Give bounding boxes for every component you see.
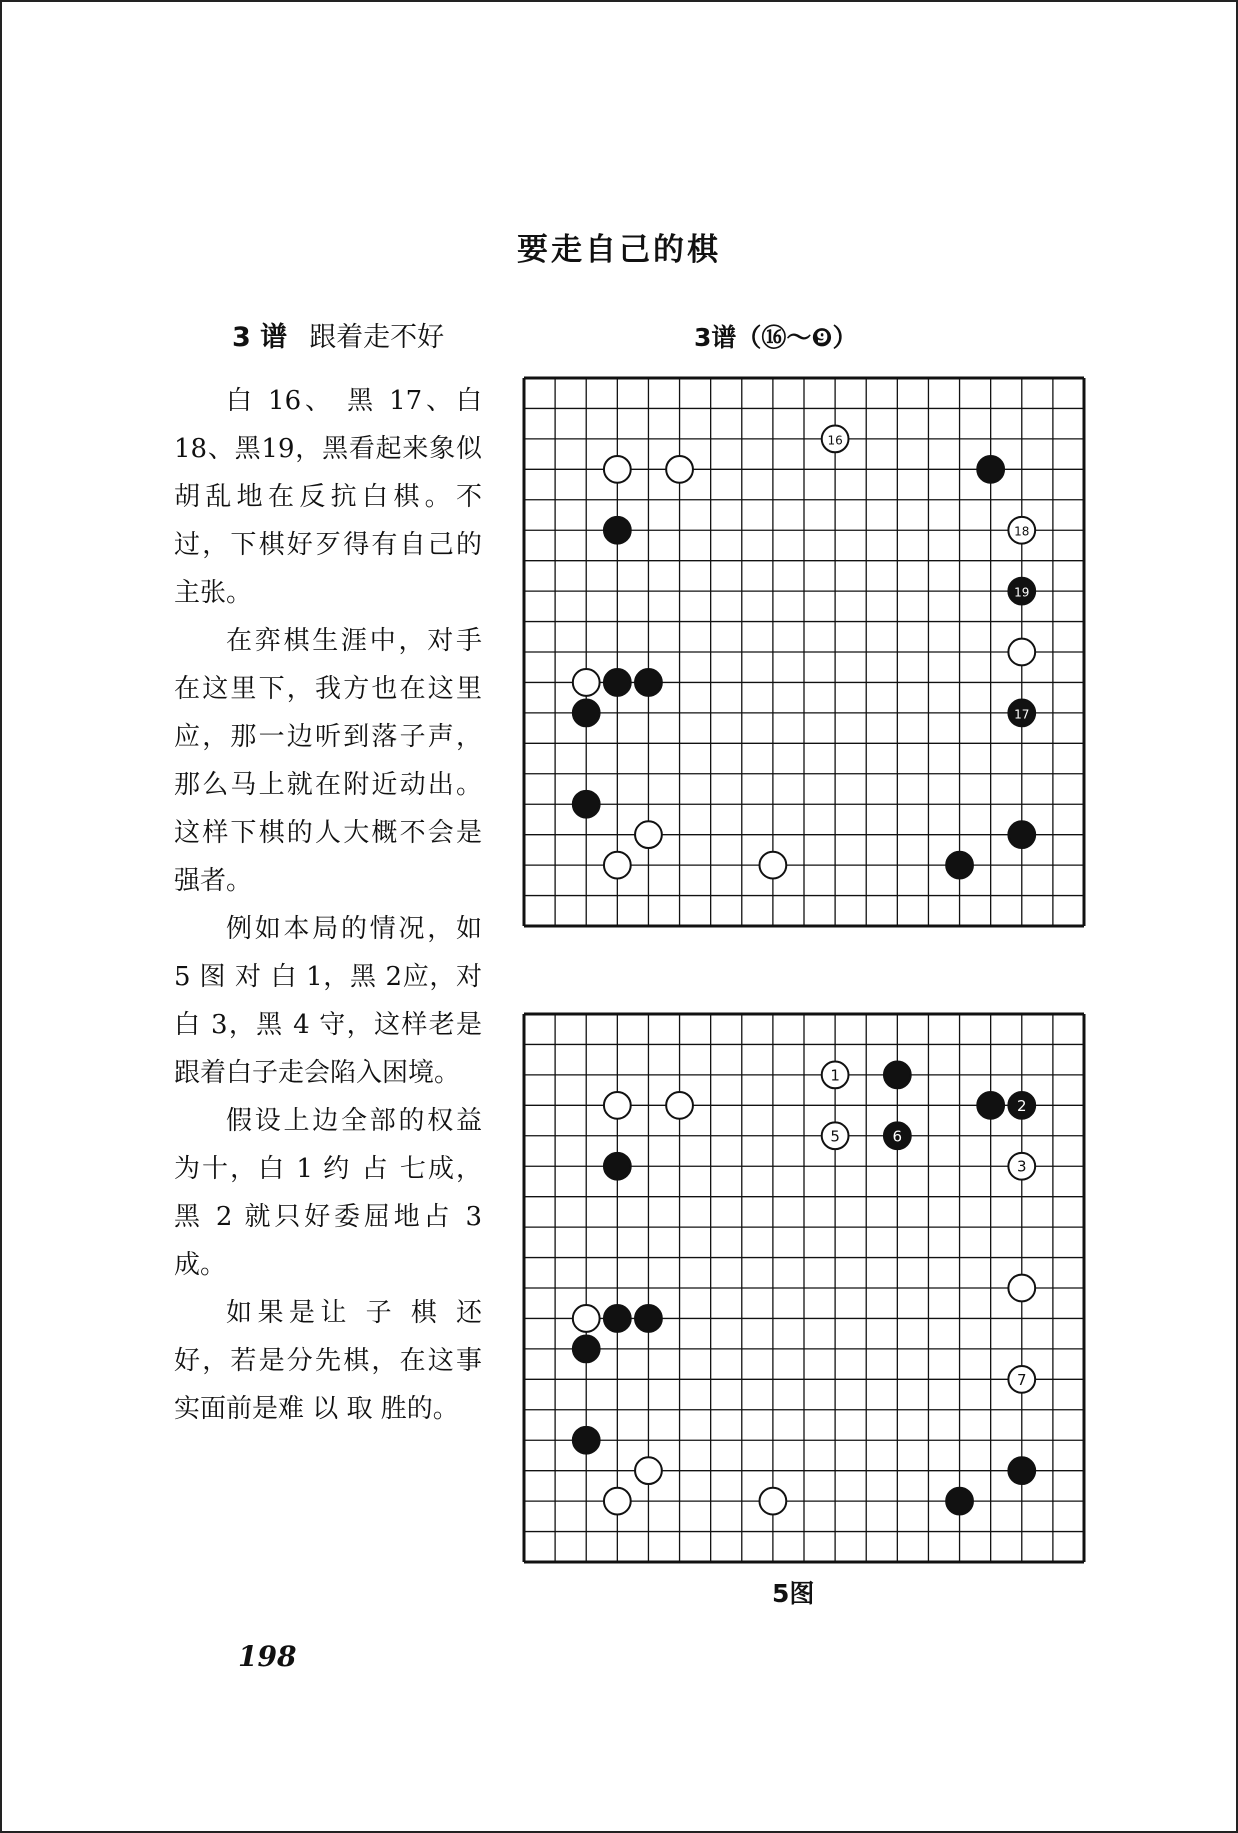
go-board-diagram-1 (520, 374, 1088, 930)
white-stone (604, 852, 631, 879)
paragraph: 例如本局的情况，如 5 图 对 白 1，黑 2应，对白 3，黑 4 守，这样老是跟着白子走会陷入困境。 (174, 914, 482, 1088)
stone-move-number: 2 (1017, 1096, 1027, 1115)
white-stone (635, 1457, 662, 1484)
white-stone (1008, 517, 1035, 544)
white-stone (604, 1092, 631, 1119)
diagram-caption-1: 3谱（⑯～❾） (694, 323, 858, 352)
black-stone (946, 1488, 973, 1515)
black-stone (635, 1305, 662, 1332)
white-stone (604, 1488, 631, 1515)
black-stone (946, 852, 973, 879)
go-board-diagram-2 (520, 1010, 1088, 1566)
page-number: 198 (238, 1640, 297, 1673)
black-stone (1008, 821, 1035, 848)
stone-move-number: 18 (1014, 524, 1030, 539)
stone-move-number: 7 (1017, 1370, 1027, 1389)
stone-move-number: 16 (827, 433, 843, 448)
white-stone (822, 1122, 849, 1149)
paragraph: 在弈棋生涯中，对手在这里下，我方也在这里应，那一边听到落子声，那么马上就在附近动出。这样下棋的人大概不会是强者。 (174, 626, 482, 896)
section-number: 3 谱 (232, 322, 288, 353)
white-stone (666, 456, 693, 483)
stone-move-number: 6 (892, 1127, 903, 1146)
white-stone (666, 1092, 693, 1119)
stone-move-number: 1 (830, 1066, 840, 1085)
body-text (174, 377, 482, 1433)
section-title: 跟着走不好 (309, 322, 445, 353)
white-stone (822, 425, 849, 452)
black-stone (573, 791, 600, 818)
black-stone (604, 517, 631, 544)
black-stone (884, 1061, 911, 1088)
white-stone (635, 821, 662, 848)
white-stone (759, 852, 786, 879)
white-stone (822, 1061, 849, 1088)
white-stone (759, 1488, 786, 1515)
black-stone (573, 699, 600, 726)
black-stone (884, 1122, 911, 1149)
paragraph: 如果是让 子 棋 还好，若是分先棋，在这事实面前是难 以 取 胜的。 (174, 1298, 482, 1424)
paragraph: 假设上边全部的权益 为十，白 1 约 占 七成，黑 2 就只好委屈地占 3 成。 (174, 1106, 482, 1280)
stone-move-number: 19 (1014, 585, 1030, 600)
stone-move-number: 3 (1017, 1157, 1027, 1176)
black-stone (977, 1092, 1004, 1119)
black-stone (604, 669, 631, 696)
diagram-caption-2: 5图 (772, 1579, 815, 1608)
black-stone (1008, 1457, 1035, 1484)
page-title: 要走自己的棋 (517, 232, 721, 268)
white-stone (573, 1305, 600, 1332)
black-stone (573, 1427, 600, 1454)
black-stone (977, 456, 1004, 483)
section-heading (232, 315, 444, 354)
white-stone (1008, 1153, 1035, 1180)
white-stone (604, 456, 631, 483)
black-stone (1008, 699, 1035, 726)
white-stone (573, 669, 600, 696)
white-stone (1008, 639, 1035, 666)
black-stone (635, 669, 662, 696)
black-stone (1008, 1092, 1035, 1119)
black-stone (604, 1153, 631, 1180)
black-stone (573, 1335, 600, 1362)
stone-move-number: 5 (830, 1127, 840, 1146)
black-stone (604, 1305, 631, 1332)
black-stone (1008, 578, 1035, 605)
white-stone (1008, 1275, 1035, 1302)
white-stone (1008, 1366, 1035, 1393)
stone-move-number: 17 (1014, 707, 1030, 722)
paragraph: 白 16、 黑 17、白18、黑19，黑看起来象似胡乱地在反抗白棋。不过，下棋好歹得有自己的主张。 (174, 386, 482, 608)
